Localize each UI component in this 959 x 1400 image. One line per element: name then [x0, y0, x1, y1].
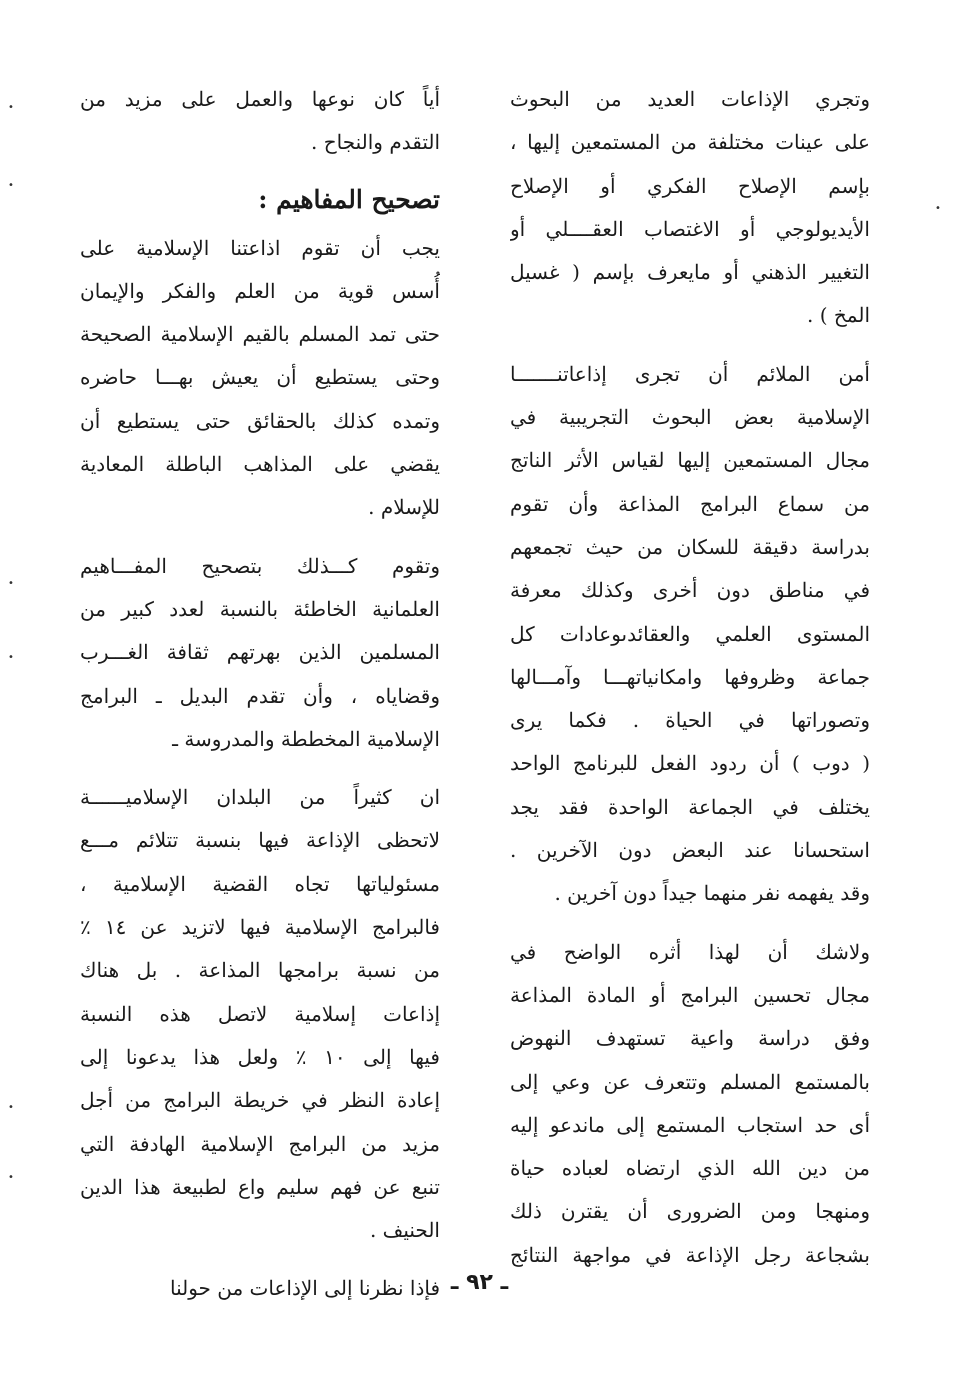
- text-line: وفق دراسة واعية تستهدف النهوض: [510, 1026, 870, 1051]
- text-line: أمن الملائم أن تجرى إذاعاتنـــــــا: [510, 361, 870, 386]
- text-line: بشجاعة رجل الإذاعة في مواجهة النتائج: [510, 1242, 870, 1267]
- text-line: وحتى يستطيع أن يعيش بهـــا حاضره: [80, 365, 440, 390]
- text-line: يختلف في الجماعة الواحدة فقد يجد: [510, 794, 870, 819]
- text-line: أياً كان نوعها والعمل على مزيد من: [80, 87, 440, 111]
- paragraph-gap: [80, 761, 440, 776]
- text-line: وتمده كذلك بالحقائق حتى يستطيع أن: [80, 408, 440, 433]
- text-line: التقدم والنجاح .: [310, 130, 440, 155]
- text-line: جماعة وظروفها وامكانياتهـــا وآمـــالها: [510, 664, 870, 689]
- scan-mark: •: [8, 1172, 14, 1183]
- text-line: حتى تمد المسلم بالقيم الإسلامية الصحيحة: [80, 322, 440, 347]
- text-line: على عينات مختلفة من المستمعين إليها ،: [510, 130, 870, 155]
- text-line: الإسلامية بعض البحوث التجريبية في: [510, 405, 870, 430]
- paragraph-gap: [510, 916, 870, 931]
- text-line: التغيير الذهني أو مايعرف بإسم ( غسيل: [510, 260, 870, 285]
- text-line: من سماع البرامج المذاعة وأن تقوم: [510, 491, 870, 516]
- text-line: المستوى العلمي والعقائدىوعادات كل: [510, 621, 870, 646]
- text-line: ولاشك أن لهذا أثره الواضح في: [510, 939, 870, 964]
- text-line: العلمانية الخاطئة بالنسبة لعدد كبير من: [80, 596, 440, 621]
- text-line: فإذا نظرنا إلى الإذاعات من حولنا: [169, 1276, 440, 1301]
- text-line: المسلمين الذين بهرتهم ثقافة الغـــرب: [80, 640, 440, 665]
- section-heading: تصحيح المفاهيم :: [258, 184, 440, 214]
- text-line: أى حد استجاب المستمع إلى ماندعو إليه: [510, 1112, 870, 1137]
- scan-mark: •: [8, 1102, 14, 1113]
- text-line: يقضي على المذاهب الباطلة المعادية: [80, 452, 440, 477]
- text-line: مزيد من البرامج الإسلامية الهادفة التي: [80, 1131, 440, 1156]
- right-column: [510, 78, 870, 1277]
- text-line: أُسس قوية من العلم والفكر والإيمان: [80, 278, 440, 303]
- text-line: بدراسة دقيقة للسكان من حيث تجمعهم: [510, 534, 870, 559]
- text-line: وتصوراتها في الحياة . فكما يرى: [510, 708, 870, 733]
- text-line: بإسم الإصلاح الفكري أو الإصلاح: [510, 173, 870, 198]
- text-line: مجال المستمعين إليها لقياس الأثر الناتج: [510, 448, 870, 473]
- text-line: إعادة النظر في خريطة البرامج من أجل: [80, 1088, 440, 1113]
- text-line: فيها إلى ١٠ ٪ ولعل هذا يدعونا إلى: [80, 1044, 440, 1069]
- text-line: فالبرامج الإسلامية فيها لاتزيد عن ١٤ ٪: [80, 915, 440, 940]
- text-line: من نسبة برامجها المذاعة . بل هناك: [80, 958, 440, 983]
- left-column: [80, 78, 440, 1311]
- scan-mark: •: [8, 652, 14, 663]
- text-line: وتقوم كـــذلك بتصحيح المفـــاهيم: [80, 553, 440, 578]
- text-line: استحسانا عند البعض دون الآخرين .: [510, 838, 870, 863]
- text-line: ان كثيراً من البلدان الإسلاميــــــة: [80, 785, 440, 810]
- scan-mark: •: [8, 578, 14, 589]
- text-line: لاتحظى الإذاعة فيها بنسبة تتلائم مـــع: [80, 828, 440, 853]
- text-line: للإسلام .: [368, 495, 440, 520]
- text-line: مجال تحسين البرامج أو المادة المذاعة: [510, 982, 870, 1007]
- text-line: يجب أن تقوم اذاعتنا الإسلامية على: [80, 235, 440, 260]
- text-line: تنبع عن فهم سليم واع لطبيعة هذا الدين: [80, 1174, 440, 1199]
- text-line: إذاعات إسلامية لاتصل هذه النسبة: [80, 1001, 440, 1026]
- text-line: ومنهجا ومن الضرورى أن يقترن ذلك: [510, 1199, 870, 1224]
- scan-mark: •: [8, 180, 14, 191]
- text-line: الحنيف .: [369, 1218, 440, 1243]
- text-line: في مناطق دون أخرى وكذلك معرفة: [510, 578, 870, 603]
- text-line: وتجري الإذاعات العديد من البحوث: [510, 87, 870, 111]
- text-line: ( دوب ) أن ردود الفعل للبرنامج الواحد: [510, 751, 870, 776]
- scan-mark: •: [8, 102, 14, 113]
- page-number: ـ ٩٢ ـ: [450, 1270, 509, 1295]
- text-line: المخ ) .: [807, 303, 870, 328]
- text-line: وقضاياه ، وأن تقدم البديل ـ البرامج: [80, 683, 440, 708]
- text-line: الإسلامية المخططة والمدروسة ـ: [172, 726, 440, 751]
- text-line: وقد يفهمه نفر منهما جيداً دون آخرين .: [554, 881, 870, 906]
- text-line: من دين الله الذي ارتضاه لعباده حياة: [510, 1156, 870, 1181]
- text-line: بالمستمع المسلم وتتعرف عن وعي إلى: [510, 1069, 870, 1094]
- scan-mark: •: [935, 203, 941, 214]
- paragraph-gap: [80, 1252, 440, 1267]
- text-line: مسئولياتها تجاه القضية الإسلامية ،: [80, 871, 440, 896]
- text-line: الأيديولوجي أو الاغتصاب العقــــلي أو: [510, 216, 870, 241]
- paragraph-gap: [80, 530, 440, 545]
- paragraph-gap: [510, 338, 870, 353]
